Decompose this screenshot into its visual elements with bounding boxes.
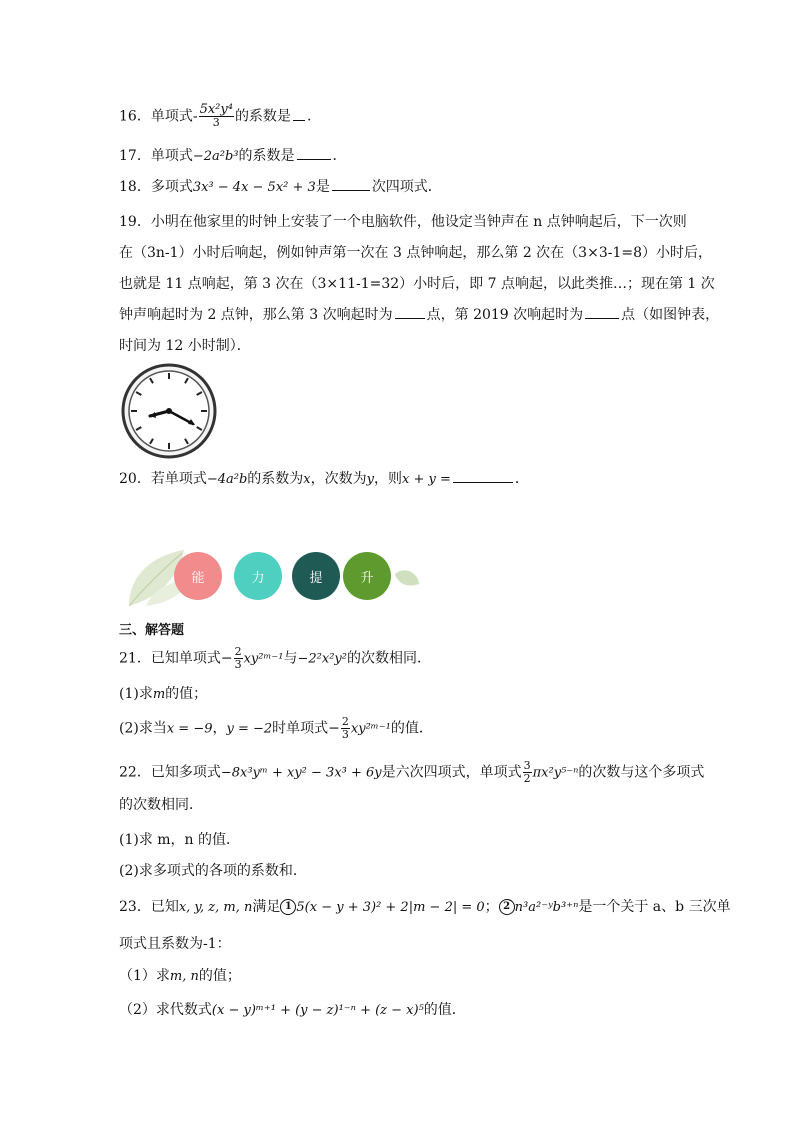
question-23-part-1: （1）求m, n的值； — [119, 968, 241, 984]
answer-blank[interactable] — [453, 468, 513, 483]
question-21: 21．已知单项式− $\frac{2}{3}$ xy²ᵐ⁻¹与−2²x²y²的次数相同． — [119, 645, 431, 671]
question-16: 16．单项式- $\frac{\text{5x²y⁴}}{3}$ 的系数是 . — [119, 102, 312, 129]
banner-ball-4: 升 — [343, 552, 391, 600]
question-21-part-2: (2)求当x = −9，y = −2时单项式− $\frac{2}{3}$ xy²ᵐ⁻¹的值． — [119, 715, 433, 741]
question-17: 17．单项式−2a²b³的系数是 ． — [119, 145, 679, 167]
question-23-line-2: 项式且系数为-1： — [119, 936, 231, 952]
fraction: $\frac{\text{5x²y⁴}}{3}$ — [199, 102, 233, 129]
question-18: 18．多项式3x³ − 4x − 5x² + 3是 次四项式． — [119, 176, 679, 198]
answer-blank-1[interactable] — [395, 304, 425, 319]
question-20: 20．若单项式−4a²b的系数为x，次数为y，则x + y = ． — [119, 468, 679, 490]
answer-blank[interactable] — [332, 176, 370, 191]
question-22-part-2: (2)求多项式的各项的系数和． — [119, 863, 307, 879]
small-leaf-icon — [394, 568, 420, 590]
banner-ball-3: 提 — [292, 552, 340, 600]
banner-ball-1: 能 — [174, 552, 222, 600]
question-23: 23．已知x, y, z, m, n满足 1 5(x − y + 3)² + 2|m − 2| = 0； 2 n³a²⁻ʸb³⁺ⁿ是一个关于 a、b 三次单 — [119, 899, 731, 915]
question-22: 22．已知多项式−8x³yᵐ + xy² − 3x³ + 6y是六次四项式，单项式 $\frac{3}{2}$ πx²y⁵⁻ⁿ的次数与这个多项式 — [119, 759, 705, 785]
answer-blank[interactable] — [293, 106, 305, 121]
circled-number-2: 2 — [499, 899, 515, 915]
question-21-part-1: (1)求m的值； — [119, 686, 208, 702]
clock-icon — [120, 362, 218, 460]
question-23-part-2: （2）求代数式(x − y)ᵐ⁺¹ + (y − z)¹⁻ⁿ + (z − x)⁵的值． — [119, 1002, 466, 1018]
answer-blank[interactable] — [297, 145, 331, 160]
question-number: 16． — [119, 108, 151, 125]
section-title: 三、解答题 — [119, 623, 185, 638]
ability-banner — [124, 548, 420, 606]
question-19: 19．小明在他家里的时钟上安装了一个电脑软件，他设定当钟声在 n 点钟响起后，下一次则 在（3n-1）小时后响起，例如钟声第一次在 3 点钟响起，那么第 2 次在（3×3-1=8）小时后， 也就是 11 点响起，第 3 次在（3×11-1=32）小时后，即 7 点响起，以此类推…；现在第 1 次 钟声响起时为 2 点钟，那么第 3 次响起时为 点，第 2019 次响起时为 点（如图钟表， 时间为 12 小时制）． — [119, 214, 720, 354]
question-22-part-1: (1)求 m，n 的值． — [119, 832, 241, 848]
answer-blank-2[interactable] — [585, 304, 619, 319]
banner-ball-2: 力 — [234, 552, 282, 600]
question-22-line-2: 的次数相同． — [119, 797, 203, 813]
circled-number-1: 1 — [280, 899, 296, 915]
